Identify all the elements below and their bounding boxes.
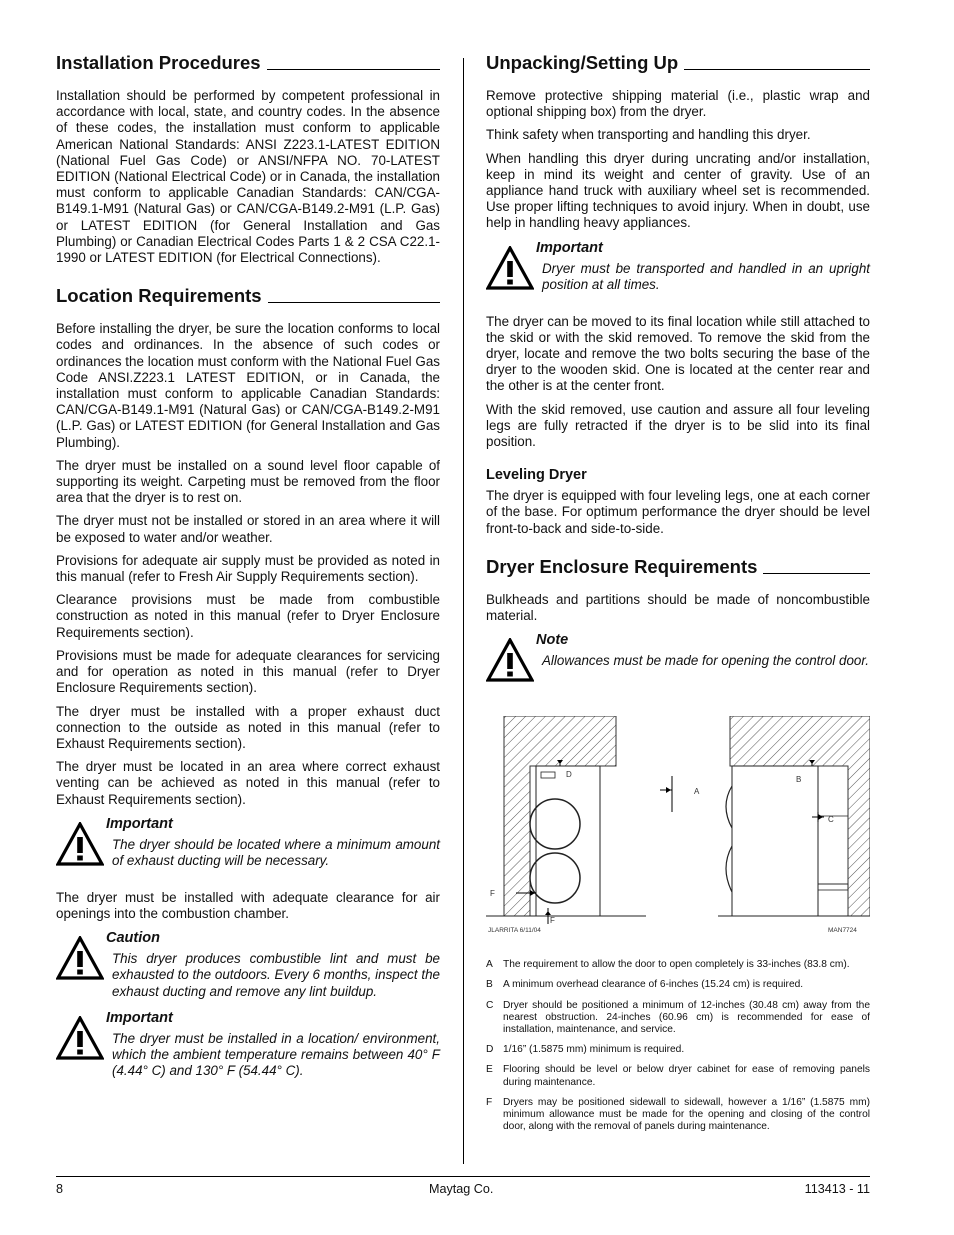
enclosure-diagram bbox=[486, 716, 870, 946]
label-a: A bbox=[694, 787, 700, 797]
notice-body: The dryer should be located where a minimum amount of exhaust ducting will be necessary. bbox=[112, 836, 440, 868]
company-name: Maytag Co. bbox=[429, 1182, 494, 1196]
notice-title: Important bbox=[536, 239, 603, 256]
warning-icon bbox=[56, 936, 104, 980]
notice-body: This dryer produces combustible lint and must be exhausted to the outdoors. Every 6 months, inspect the exhaust ducting and remove any lint buildup. bbox=[112, 951, 440, 999]
legend-item: F Dryers may be positioned sidewall to sidewall, however a 1/16” (1.5875 mm) minimum allowance must be made for the opening and closing of the control door, along with the removal of panels during maintenance. bbox=[486, 1096, 870, 1133]
important-notice bbox=[486, 240, 870, 304]
unpacking-paragraph: With the skid removed, use caution and assure all four leveling legs are fully retracted if the dryer is to be slid into its final position. bbox=[486, 401, 870, 450]
left-column bbox=[56, 52, 440, 1089]
legend-item: B A minimum overhead clearance of 6-inches (15.24 cm) is required. bbox=[486, 979, 804, 991]
label-c: C bbox=[828, 815, 834, 825]
location-paragraph: The dryer must be installed with adequate clearance for air openings into the combustion chamber. bbox=[56, 889, 440, 921]
location-paragraph: Provisions for adequate air supply must be provided as noted in this manual (refer to Fresh Air Supply Requirements section). bbox=[56, 552, 440, 585]
note-notice bbox=[486, 632, 870, 696]
unpacking-heading: Unpacking/Setting Up bbox=[486, 52, 870, 74]
right-column bbox=[486, 52, 870, 1142]
unpacking-paragraph: The dryer can be moved to its final location while still attached to the skid or with the skid removed. To remove the skid from the dryer, locate and remove the two bolts securing the base of the dryer to the wooden skid. One is located at the center rear and the other is at the center front. bbox=[486, 313, 870, 394]
installation-heading: Installation Procedures bbox=[56, 52, 440, 74]
warning-icon bbox=[56, 1016, 104, 1060]
location-paragraph: Before installing the dryer, be sure the location conforms to local codes and ordinances. In the absence of such codes or ordinances the location must conform with the National Fuel Gas Code ANSI.Z223.1 LATEST EDITION, or in Canada, the installation must conform to applicable Canadian Standards: CAN/CGA-B149.1-M91 (Natural Gas) or CAN/CGA-B149.2-M91 (L.P. Gas) or LATEST EDITION (for General Installation and Gas Plumbing). bbox=[56, 321, 440, 450]
location-paragraph: The dryer must be installed on a sound level floor capable of supporting its weight. Carpeting must be removed from the floor area that the dryer is to rest on. bbox=[56, 457, 440, 506]
legend-item: C Dryer should be positioned a minimum of 12-inches (30.48 cm) away from the nearest obstruction. 24-inches (60.96 cm) is recommended for ease of installation, maintenance, and service. bbox=[486, 999, 870, 1036]
leveling-body: The dryer is equipped with four leveling legs, one at each corner of the base. For optimum performance the dryer should be level front-to-back and side-to-side. bbox=[486, 488, 870, 536]
dryer-front bbox=[536, 766, 600, 916]
location-paragraph: Provisions must be made for adequate clearances for servicing and for operation as noted in this manual (refer to Dryer Enclosure Requirements section). bbox=[56, 647, 440, 696]
notice-body: Dryer must be transported and handled in an upright position at all times. bbox=[542, 260, 870, 292]
diagram-legend bbox=[486, 959, 870, 1133]
drawing-credit: JLARRITA 6/11/04 bbox=[488, 927, 541, 935]
unpacking-paragraph: Think safety when transporting and handling this dryer. bbox=[486, 127, 811, 143]
location-paragraph: The dryer must be located in an area where correct exhaust venting can be achieved as noted in this manual (refer to Exhaust Requirements section). bbox=[56, 759, 440, 807]
warning-icon bbox=[486, 246, 534, 290]
notice-body: Allowances must be made for opening the control door. bbox=[542, 653, 870, 669]
document-number: 113413 - 11 bbox=[804, 1182, 870, 1196]
location-paragraph: The dryer must be installed with a proper exhaust duct connection to the outside as noted in this manual (refer to Exhaust Requirements section). bbox=[56, 703, 440, 751]
important-notice bbox=[56, 816, 440, 880]
label-f: F bbox=[550, 916, 555, 926]
unpacking-paragraph: When handling this dryer during uncrating and/or installation, keep in mind its weight and center of gravity. Use of an appliance hand truck with auxiliary wheel set is recommended. Use proper lifting techniques to avoid injury. When in doubt, use help in handling heavy appliances. bbox=[486, 150, 870, 231]
unpacking-paragraph: Remove protective shipping material (i.e., plastic wrap and optional shipping box) from the dryer. bbox=[486, 88, 870, 120]
enclosure-body: Bulkheads and partitions should be made of noncombustible material. bbox=[486, 591, 870, 624]
notice-title: Note bbox=[536, 632, 569, 649]
page-number: 8 bbox=[56, 1182, 64, 1196]
installation-body: Installation should be performed by competent professional in accordance with local, state, and country codes. In the absence of these codes, the installation must conform to applicable American National Standards: ANSI Z223.1-LATEST EDITION (National Fuel Gas Code) or ANSI/NFPA NO. 70-LATEST EDITION (National Electrical Code) or in Canada, the installation must conform to applicable Canadian Standards: CAN/CGA-B149.1-M91 (Natural Gas) or CAN/CGA-B149.2-M91 (L.P. Gas) or LATEST EDITION (for General Installation and Gas Plumbing) or Canadian Electrical Codes Parts 1 & 2 CSA C22.1-1990 or LATEST EDITION (for Electrical Connections). bbox=[56, 88, 440, 266]
location-paragraph: The dryer must not be installed or stored in an area where it will be exposed to water and/or weather. bbox=[56, 513, 440, 545]
legend-item: E Flooring should be level or below dryer cabinet for ease of removing panels during maintenance. bbox=[486, 1064, 870, 1088]
location-heading: Location Requirements bbox=[56, 285, 440, 307]
legend-item: A The requirement to allow the door to open completely is 33-inches (83.8 cm). bbox=[486, 959, 850, 971]
notice-title: Important bbox=[106, 815, 173, 832]
notice-title: Important bbox=[106, 1009, 173, 1026]
notice-body: The dryer must be installed in a location/ environment, which the ambient temperature remains between 40° F (4.44° C) and 130° F (54.44° C). bbox=[112, 1030, 440, 1079]
notice-title: Caution bbox=[106, 930, 160, 947]
leveling-heading: Leveling Dryer bbox=[486, 467, 587, 484]
legend-item: D 1/16” (1.5875 mm) minimum is required. bbox=[486, 1044, 685, 1056]
location-paragraph: Clearance provisions must be made from combustible construction as noted in this manual (refer to Dryer Enclosure Requirements section). bbox=[56, 592, 440, 640]
column-divider bbox=[463, 58, 464, 1164]
drawing-number: MAN7724 bbox=[828, 927, 857, 935]
enclosure-heading: Dryer Enclosure Requirements bbox=[486, 556, 870, 578]
caution-notice bbox=[56, 930, 440, 1000]
label-b: B bbox=[796, 775, 802, 785]
label-d: D bbox=[566, 770, 572, 780]
dryer-side bbox=[732, 766, 818, 916]
label-f: F bbox=[490, 889, 495, 899]
warning-icon bbox=[56, 822, 104, 866]
important-notice bbox=[56, 1010, 440, 1080]
page-footer bbox=[56, 1176, 870, 1196]
warning-icon bbox=[486, 638, 534, 682]
